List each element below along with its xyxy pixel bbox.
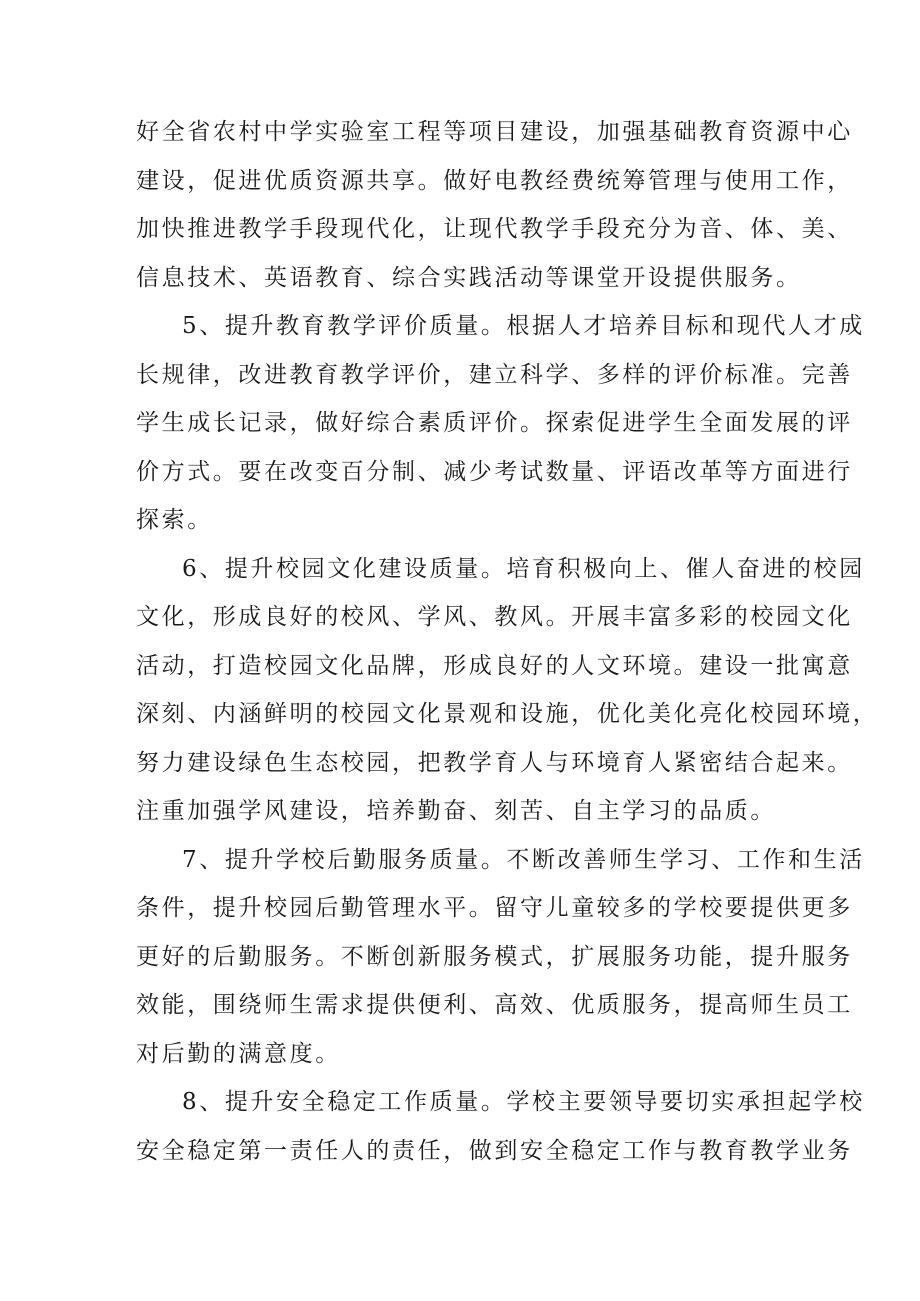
- text-line: 建设，促进优质资源共享。做好电教经费统筹管理与使用工作，: [136, 167, 853, 194]
- text-line: 价方式。要在改变百分制、减少考试数量、评语改革等方面进行: [136, 458, 853, 485]
- text-line: 加快推进教学手段现代化，让现代教学手段充分为音、体、美、: [136, 216, 853, 242]
- text-line: 5、提升教育教学评价质量。根据人才培养目标和现代人才成: [182, 313, 865, 339]
- text-line: 更好的后勤服务。不断创新服务模式，扩展服务功能，提升服务: [136, 943, 853, 970]
- text-line: 长规律，改进教育教学评价，建立科学、多样的评价标准。完善: [136, 361, 853, 388]
- text-line: 效能，围绕师生需求提供便利、高效、优质服务，提高师生员工: [136, 992, 853, 1018]
- text-line: 6、提升校园文化建设质量。培育积极向上、催人奋进的校园: [182, 555, 865, 582]
- text-line: 安全稳定第一责任人的责任，做到安全稳定工作与教育教学业务: [136, 1137, 853, 1164]
- text-line: 深刻、内涵鲜明的校园文化景观和设施，优化美化亮化校园环境，: [136, 701, 879, 727]
- text-line: 条件，提升校园后勤管理水平。留守儿童较多的学校要提供更多: [136, 895, 853, 921]
- text-line: 学生成长记录，做好综合素质评价。探索促进学生全面发展的评: [136, 410, 853, 436]
- text-line: 信息技术、英语教育、综合实践活动等课堂开设提供服务。: [136, 264, 802, 291]
- text-line: 探索。: [136, 507, 213, 533]
- text-line: 好全省农村中学实验室工程等项目建设，加强基础教育资源中心: [136, 119, 853, 145]
- text-line: 注重加强学风建设，培养勤奋、刻苦、自主学习的品质。: [136, 798, 776, 824]
- text-line: 对后勤的满意度。: [136, 1040, 341, 1067]
- text-line: 8、提升安全稳定工作质量。学校主要领导要切实承担起学校: [182, 1089, 865, 1115]
- text-line: 7、提升学校后勤服务质量。不断改善师生学习、工作和生活: [182, 846, 865, 873]
- body-text: [136, 108, 879, 1175]
- text-line: 努力建设绿色生态校园，把教学育人与环境育人紧密结合起来。: [136, 749, 853, 776]
- text-line: 文化，形成良好的校风、学风、教风。开展丰富多彩的校园文化: [136, 604, 853, 630]
- text-line: 活动，打造校园文化品牌，形成良好的人文环境。建设一批寓意: [136, 652, 853, 679]
